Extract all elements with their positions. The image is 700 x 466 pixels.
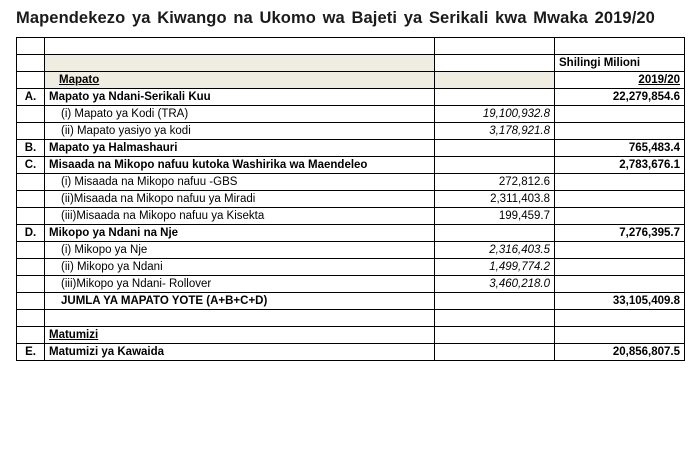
cell-code: [17, 38, 45, 55]
row-description: Matumizi ya Kawaida: [45, 344, 435, 361]
cell-value: [555, 327, 685, 344]
row-code: [17, 276, 45, 293]
row-mid-value: [435, 157, 555, 174]
row-description: (ii)Misaada na Mikopo nafuu ya Miradi: [45, 191, 435, 208]
cell-code: [17, 55, 45, 72]
table-row-total: [17, 293, 685, 310]
budget-table: [16, 37, 685, 361]
row-description: (ii) Mapato yasiyo ya kodi: [45, 123, 435, 140]
row-mid-value: [435, 293, 555, 310]
row-value: 765,483.4: [555, 140, 685, 157]
row-description: Misaada na Mikopo nafuu kutoka Washirika wa Maendeleo: [45, 157, 435, 174]
table-row-spacer: [17, 38, 685, 55]
cell-mid: [435, 310, 555, 327]
row-mid-value: [435, 225, 555, 242]
row-mid-value: 3,460,218.0: [435, 276, 555, 293]
row-value: [555, 174, 685, 191]
row-description: Mikopo ya Ndani na Nje: [45, 225, 435, 242]
table-row: [17, 106, 685, 123]
section-header-mapato: Mapato: [45, 72, 435, 89]
table-row: [17, 140, 685, 157]
row-value: [555, 276, 685, 293]
cell-desc: [45, 310, 435, 327]
row-description: Mapato ya Halmashauri: [45, 140, 435, 157]
table-row-spacer: [17, 310, 685, 327]
table-row-header: [17, 72, 685, 89]
row-mid-value: [435, 89, 555, 106]
table-row: [17, 174, 685, 191]
table-row: [17, 242, 685, 259]
row-mid-value: 2,311,403.8: [435, 191, 555, 208]
row-value: 7,276,395.7: [555, 225, 685, 242]
row-value: [555, 242, 685, 259]
row-mid-value: [435, 140, 555, 157]
row-code: [17, 208, 45, 225]
row-value: [555, 259, 685, 276]
row-code: [17, 259, 45, 276]
cell-value: [555, 38, 685, 55]
row-description: (i) Misaada na Mikopo nafuu -GBS: [45, 174, 435, 191]
row-code: B.: [17, 140, 45, 157]
row-description: (iii)Mikopo ya Ndani- Rollover: [45, 276, 435, 293]
row-description: Mapato ya Ndani-Serikali Kuu: [45, 89, 435, 106]
row-value: 22,279,854.6: [555, 89, 685, 106]
row-description: (i) Mikopo ya Nje: [45, 242, 435, 259]
cell-code: [17, 72, 45, 89]
table-row: [17, 89, 685, 106]
row-value: 33,105,409.8: [555, 293, 685, 310]
cell-value: [555, 310, 685, 327]
row-value: 20,856,807.5: [555, 344, 685, 361]
row-mid-value: 272,812.6: [435, 174, 555, 191]
cell-mid: [435, 38, 555, 55]
cell-code: [17, 327, 45, 344]
row-mid-value: 2,316,403.5: [435, 242, 555, 259]
section-header-matumizi: Matumizi: [45, 327, 435, 344]
row-code: [17, 293, 45, 310]
row-mid-value: 3,178,921.8: [435, 123, 555, 140]
row-code: [17, 242, 45, 259]
table-row: [17, 191, 685, 208]
row-code: [17, 191, 45, 208]
cell-desc: [45, 55, 435, 72]
row-code: A.: [17, 89, 45, 106]
table-row: [17, 259, 685, 276]
row-description: (i) Mapato ya Kodi (TRA): [45, 106, 435, 123]
table-row: [17, 157, 685, 174]
row-mid-value: [435, 344, 555, 361]
table-row: [17, 208, 685, 225]
table-row-units: [17, 55, 685, 72]
row-code: D.: [17, 225, 45, 242]
row-value: 2,783,676.1: [555, 157, 685, 174]
row-description: (ii) Mikopo ya Ndani: [45, 259, 435, 276]
row-code: E.: [17, 344, 45, 361]
table-row-section-matumizi: [17, 327, 685, 344]
row-code: C.: [17, 157, 45, 174]
table-row: [17, 225, 685, 242]
row-description: JUMLA YA MAPATO YOTE (A+B+C+D): [45, 293, 435, 310]
cell-mid: [435, 327, 555, 344]
row-mid-value: 199,459.7: [435, 208, 555, 225]
cell-mid: [435, 72, 555, 89]
row-description: (iii)Misaada na Mikopo nafuu ya Kisekta: [45, 208, 435, 225]
units-label: Shilingi Milioni: [555, 55, 685, 72]
row-code: [17, 123, 45, 140]
year-label: 2019/20: [555, 72, 685, 89]
cell-desc: [45, 38, 435, 55]
row-value: [555, 208, 685, 225]
row-value: [555, 123, 685, 140]
row-code: [17, 106, 45, 123]
cell-mid: [435, 55, 555, 72]
table-row: [17, 276, 685, 293]
cell-code: [17, 310, 45, 327]
row-mid-value: 19,100,932.8: [435, 106, 555, 123]
row-value: [555, 191, 685, 208]
table-row: [17, 123, 685, 140]
row-code: [17, 174, 45, 191]
row-mid-value: 1,499,774.2: [435, 259, 555, 276]
row-value: [555, 106, 685, 123]
page-title: Mapendekezo ya Kiwango na Ukomo wa Bajeti ya Serikali kwa Mwaka 2019/20: [16, 9, 655, 27]
table-row: [17, 344, 685, 361]
